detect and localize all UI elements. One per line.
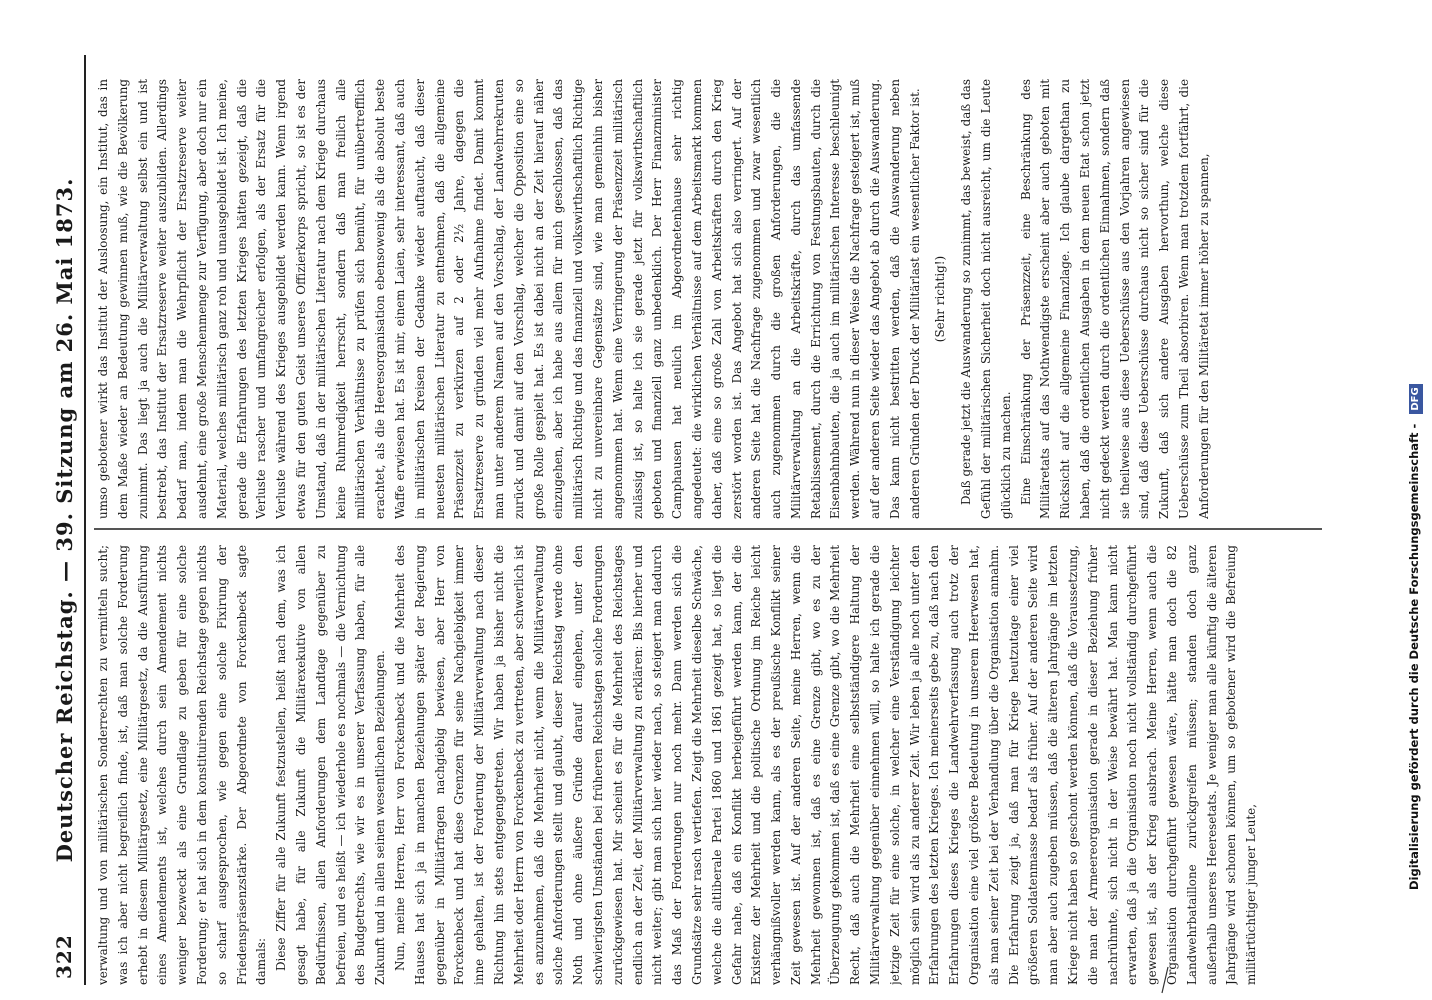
rotated-page <box>50 55 1330 985</box>
scan-pen-mark <box>1150 965 1180 995</box>
running-title: Deutscher Reichstag. — 39. Sitzung am 26. Mai 1873. <box>52 177 77 863</box>
paragraph: umso gebotener wirkt das Institut der Ausloosung, ein Institut, das in dem Maße wieder an Bedeutung gewinnen muß, wie die Bevölkerung zunimmt. Das liegt ja auch die Militärverwaltung selbst ein und ist bestrebt, das Institut der Ersatzreserve weiter auszubilden. Allerdings bedarf man, indem man die Wehrpflicht der Ersatzreserve weiter ausdehnt, eine große Menschenmenge zur Verfügung, aber doch nur ein Material, welches militärisch ganz roh und unausgebildet ist. Ich meine, gerade die Erfahrungen des letzten Krieges hätten gezeigt, daß die Verluste rascher und umfangreicher erfolgen, als der Ersatz für die Verluste während des Krieges ausgebildet werden kann. Wenn irgend etwas für den guten Geist unseres Offizierkorps spricht, so ist es der Umstand, daß in der militärischen Literatur nach dem Kriege durchaus keine Ruhmredigkeit herrscht, sondern daß man freilich alle militärischen Verhältnisse zu prüfen sich bemüht, für unübertrefflich erachtet, als die Heeresorganisation ebensowenig als die absolut beste Waffe erwiesen hat. Es ist mir, einem Laien, sehr interessant, daß auch in militärischen Kreisen der Gedanke wieder auftaucht, daß dieser neuesten militärischen Literatur zu entnehmen, daß die allgemeine Präsenzzeit zu verkürzen auf 2 oder 2½ Jahre, dagegen die Ersatzreserve zu gründen viel mehr Aufnahme findet. Damit kommt man unter anderem Namen auf den Vorschlag, der Landwehrrekruten zurück und damit auf den Vorschlag, welcher die Opposition eine so große Rolle gespielt hat. Es ist dabei nicht an der Zeit hierauf näher einzugehen, aber ich habe aus allem für mich geschlossen, daß das militärisch Richtige und das finanziell und volkswirthschaftlich Richtige nicht zu unvereinbare Gegensätze sind, wie man gemeinhin bisher angenommen hat. Wenn eine Verringerung der Präsenzzeit militärisch zulässig ist, so halte ich sie gerade jetzt für volkswirthschaftlich geboten und finanziell ganz unbedenklich. Der Herr Finanzminister Camphausen hat neulich im Abgeordnetenhause sehr richtig angedeutet: die wirklichen Verhältnisse auf dem Arbeitsmarkt kommen daher, daß eine so große Zahl von Arbeitskräften durch den Krieg zerstört worden ist. Das Angebot hat sich also verringert. Auf der anderen Seite hat die Nachfrage zugenommen und zwar wesentlich auch zugenommen durch die großen Anforderungen, die die Militärverwaltung an die Arbeitskräfte, durch das umfassende Retablissement, durch die Errichtung von Festungsbauten, durch die Eisenbahnbauten, die ja auch im militärischen Interesse beschleunigt werden. Während nun in dieser Weise die Nachfrage gesteigert ist, muß auf der anderen Seite wieder das Angebot ab durch die Auswanderung. Das kann nicht bestritten werden, daß die Auswanderung neben anderen Gründen der Druck der Militärlast ein wesentlicher Faktor ist. <box>96 79 922 519</box>
interjection: (Sehr richtig!) <box>933 255 948 343</box>
text-column-left <box>94 545 1330 985</box>
quotation: Diese Ziffer für alle Zukunft festzustellen, heißt nach dem, was ich gesagt habe, für alle Zukunft die Militärexekutive von allen Bedürfnissen, allen Anforderungen dem Landtage gegenüber zu befreien, und es heißt — ich wiederhole es nochmals — die Vernichtung des Budgetrechts, wie wir es in unserer Verfassung haben, für alle Zukunft und in allen seinen wesentlichen Beziehungen. <box>274 545 388 985</box>
header-rule <box>84 55 86 985</box>
dfg-logo: DFG <box>1409 384 1423 413</box>
text-column-right <box>94 79 1330 519</box>
digitization-credit <box>1399 0 1429 1000</box>
paragraph: Daß gerade jetzt die Auswanderung so zunimmt, das beweist, daß das Gefühl der militärischen Sicherheit doch nicht ausreicht, um die Leute glücklich zu machen. <box>959 79 1013 519</box>
paragraph: Eine Einschränkung der Präsenzzeit, eine Beschränkung des Militäretats auf das Nothwendigste erscheint aber auch geboten mit Rücksicht auf die allgemeine Finanzlage. Ich glaube dargethan zu haben, daß die ordentlichen Ausgaben in dem neuen Etat schon jetzt nicht gedeckt werden durch die ordentlichen Einnahmen, sondern daß sie theilweise aus diese Ueberschüsse aus den Vorjahren angewiesen sind, daß diese Ueberschüsse durchaus nicht so sicher sind für die Zukunft, daß sich andere Ausgaben hervorthun, welche diese Ueberschüsse zum Theil absorbiren. Wenn man trotzdem fortfährt, die Anforderungen für den Militäretat immer höher zu spannen, <box>1018 79 1211 519</box>
column-divider <box>94 528 1322 530</box>
page-header <box>50 55 86 985</box>
credit-text: Digitalisierung gefördert durch die Deutsche Forschungsgemeinschaft - <box>1407 423 1421 890</box>
paragraph: Nun, meine Herren, Herr von Forckenbeck und die Mehrheit des Hauses hat sich ja in manchen Beziehungen später der Regierung gegenüber in Militärfragen nachgiebig bewiesen, aber Herr von Forckenbeck und hat diese Grenzen für seine Nachgiebigkeit immer inne gehalten, ist der Forderung der Militärverwaltung nach dieser Richtung hin stets entgegengetreten. Wir haben ja bisher nicht die Mehrheit oder Herrn von Forckenbeck zu vertreten, aber schwerlich ist es anzunehmen, daß die Mehrheit nicht, wenn die Militärverwaltung solche Anforderungen stellt und glaubt, dieser Reichstag werde ohne Noth und ohne äußere Gründe darauf eingehen, unter den schwierigsten Umständen bei früheren Reichstagen solche Forderungen zurückgewiesen hat. Mir scheint es für die Mehrheit des Reichstages endlich an der Zeit, der Militärverwaltung zu erklären: Bis hierher und nicht weiter; gibt man sich hier wieder nach, so steigert man dadurch das Maß der Forderungen nur noch mehr. Dann werden sich die Grundsätze sehr rasch vertiefen. Zeigt die Mehrheit dieselbe Schwäche, welche die altliberale Partei 1860 und 1861 gezeigt hat, so liegt die Gefahr nahe, daß ein Konflikt herbeigeführt werden kann, der die Existenz der Mehrheit und die politische Ordnung im Reiche leicht verhängnißvoller werden kann, als es der preußische Konflikt seiner Zeit gewesen ist. Auf der anderen Seite, meine Herren, wenn die Mehrheit gewonnen ist, daß es eine Grenze gibt, wo es zu der Überzeugung gekommen ist, daß es eine Grenze gibt, wo die Mehrheit Recht, daß auch die Mehrheit eine selbstständigere Haltung der Militärverwaltung gegenüber einnehmen will, so halte ich gerade die jetzige Zeit für eine solche, in welcher eine Verständigung leichter möglich sein wird als zu anderer Zeit. Wir leben ja alle noch unter den Erfahrungen des letzten Krieges. Ich meinerseits gebe zu, daß nach den Erfahrungen dieses Krieges die Landwehrverfassung auch trotz der Organisation eine viel größere Bedeutung in unserem Heerwesen hat, als man seiner Zeit bei der Verhandlung über die Organisation annahm. Die Erfahrung zeigt ja, daß man für Kriege heutzutage einer viel größeren Soldatenmasse bedarf als früher. Auf der anderen Seite wird man aber auch zugeben müssen, daß die älteren Jahrgänge im letzten Kriege nicht haben so geschont werden können, daß die Voraussetzung, die man der Armeereorganisation gerade in dieser Beziehung früher nachrühmte, sich nicht in der Weise bewährt hat. Man kann nicht erwarten, daß ja die Organisation noch nicht vollständig durchgeführt gewesen ist, als der Krieg ausbrach. Meine Herren, wenn auch die Organisation durchgeführt gewesen wäre, hätte man doch die 82 Landwehrbataillone zurückgreifen müssen; standen doch ganz außerhalb unseres Heeresetats. Je weniger man alle künftig die älteren Jahrgänge wird schonen können, um so gebotener wird die Befreiung militärtüchtiger junger Leute, <box>392 545 1259 985</box>
page-number: 322 <box>52 934 76 979</box>
paragraph: verwaltung und von militärischen Sonderrechten zu vermitteln sucht; was ich aber nicht begreiflich finde, ist, daß man solche Forderung erhebt in diesem Militärgesetz, eine Militärgesetz, da die Ausführung eines Amendements ist, welches durch sein Amendement nichts weniger bezweckt als eine Grundlage zu geben für eine solche Forderung; er hat sich in dem konstituirenden Reichstage gegen nichts so scharf ausgesprochen, wie gegen eine solche Fixirung der Friedenspräsenzstärke. Der Abgeordnete von Forckenbeck sagte damals: <box>96 545 269 985</box>
